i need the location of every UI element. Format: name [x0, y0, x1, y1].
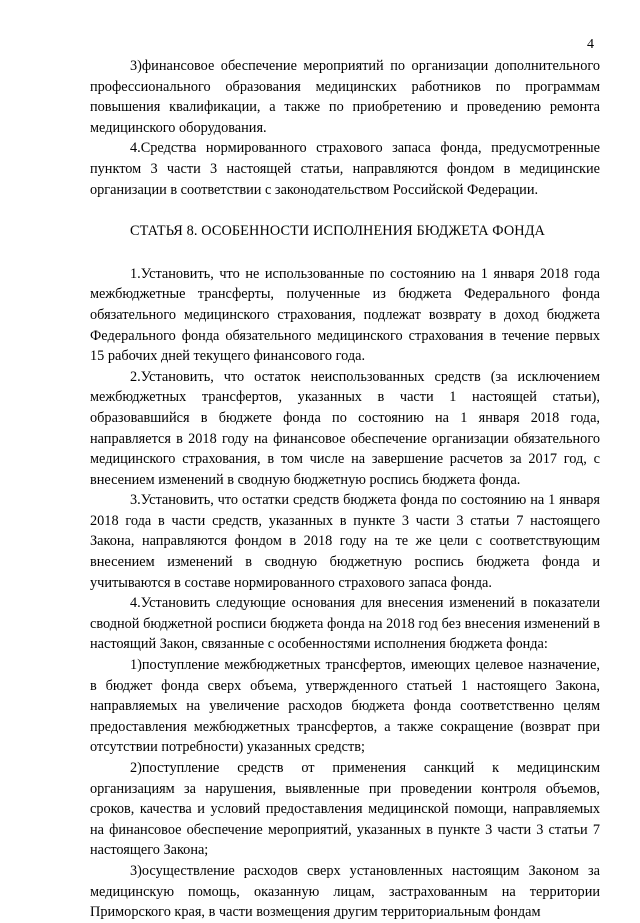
- paragraph-finance-qualification: 3)финансовое обеспечение мероприятий по организации дополнительного профессионального образования медицинских работников по программам повышения квалификации, а также по приобретению и проведению ремонта медицинского оборудования.: [90, 58, 600, 136]
- paragraph-article-8-item-2: 2.Установить, что остаток неиспользованных средств (за исключением межбюджетных трансфертов, указанных в части 1 настоящей статьи), образовавшийся в бюджете фонда по состоянию на 1 января 2018 года, направляется в 2018 году на финансовое обеспечение организации обязательного медицинского страхования, в том числе на завершение расчетов за 2017 год, с внесением изменений в сводную бюджетную роспись бюджета фонда.: [90, 368, 600, 488]
- paragraph-article-8-item-3: 3.Установить, что остатки средств бюджета фонда по состоянию на 1 января 2018 года в части средств, указанных в пункте 3 части 3 статьи 7 настоящего Закона, направляются фондом в 2018 году на те же цели с соответствующим внесением изменений в сводную бюджетную роспись бюджета фонда и учитываются в составе нормированного страхового запаса фонда.: [90, 492, 600, 591]
- subparagraph-2-sanctions: 2)поступление средств от применения санкций к медицинским организациям за нарушения, выявленные при проведении контроля объемов, сроков, качества и условий предоставления медицинской помощи, направляемых на финансовое обеспечение мероприятий, указанных в пункте 3 части 3 статьи 7 настоящего Закона;: [90, 760, 600, 859]
- paragraph-reserve-funds: 4.Средства нормированного страхового запаса фонда, предусмотренные пунктом 3 части 3 настоящей статьи, направляются фондом в медицинские организации в соответствии с законодательством Российской Федерации.: [90, 140, 600, 198]
- article-8-heading: СТАТЬЯ 8. ОСОБЕННОСТИ ИСПОЛНЕНИЯ БЮДЖЕТА ФОНДА: [130, 223, 545, 240]
- document-body: [90, 56, 600, 923]
- subparagraph-1-transfers: 1)поступление межбюджетных трансфертов, имеющих целевое назначение, в бюджет фонда сверх объема, утвержденного статьей 1 настоящего Закона, направляемых на увеличение расходов бюджета фонда соответственно целям предоставления межбюджетных трансфертов, а также сокращение (возврат при отсутствии потребности) указанных средств;: [90, 657, 600, 756]
- page-number: 4: [587, 37, 594, 52]
- paragraph-article-8-item-4: 4.Установить следующие основания для внесения изменений в показатели сводной бюджетной росписи бюджета фонда на 2018 год без внесения изменений в настоящий Закон, связанные с особенностями исполнения бюджета фонда:: [90, 595, 600, 653]
- subparagraph-3-expenses: 3)осуществление расходов сверх установленных настоящим Законом за медицинскую помощь, оказанную лицам, застрахованным на территории Приморского края, в части возмещения другим территориальным фондам: [90, 862, 600, 921]
- paragraph-article-8-item-1: 1.Установить, что не использованные по состоянию на 1 января 2018 года межбюджетные трансферты, полученные из бюджета Федерального фонда обязательного медицинского страхования, подлежат возврату в доход бюджета Федерального фонда обязательного медицинского страхования в течение первых 15 рабочих дней текущего финансового года.: [90, 265, 600, 365]
